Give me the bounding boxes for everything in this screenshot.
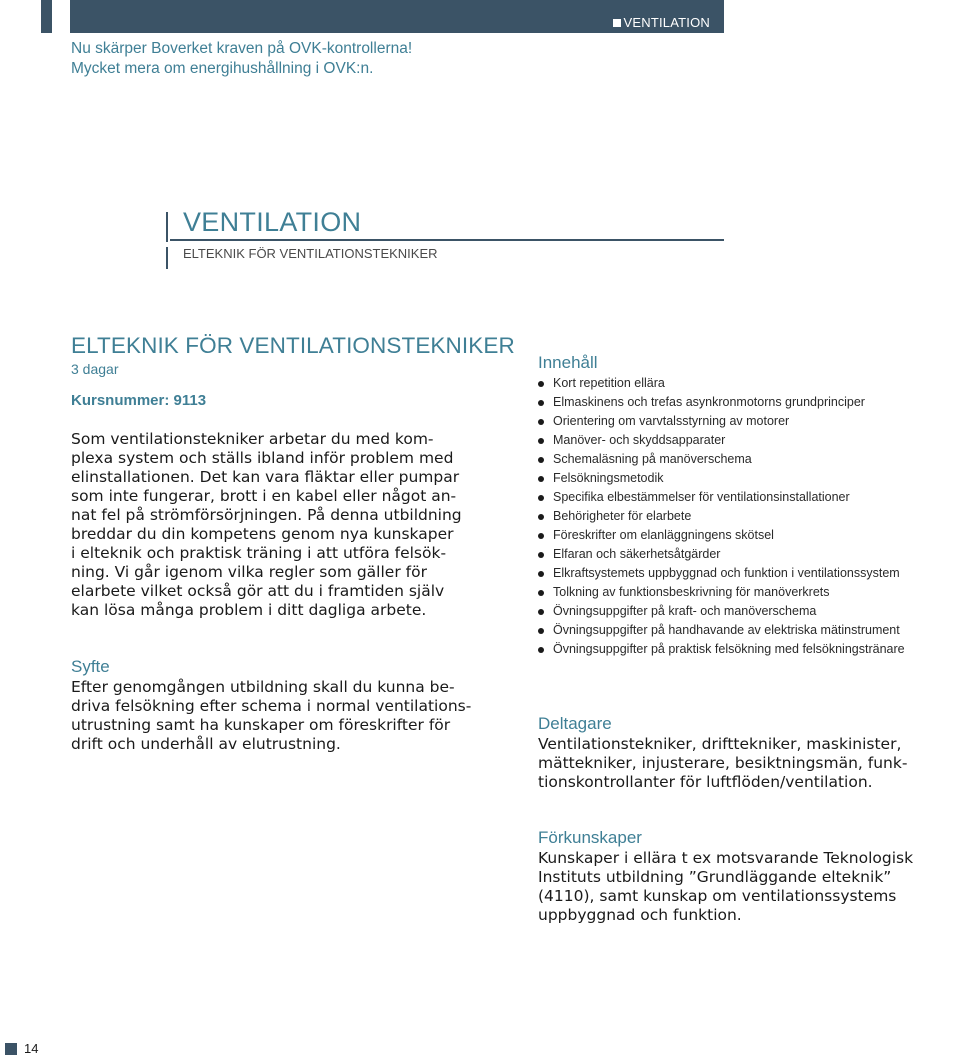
category-subtitle: ELTEKNIK FÖR VENTILATIONSTEKNIKER — [183, 246, 438, 261]
course-intro — [71, 430, 511, 620]
goal-line: utrustning samt ha kunskaper om föreskrifter för — [71, 716, 451, 734]
list-item: Manöver- och skyddsapparater — [538, 431, 905, 450]
course-title: ELTEKNIK FÖR VENTILATIONSTEKNIKER — [71, 333, 515, 358]
intro-line: plexa system och ställs ibland inför problem med — [71, 449, 454, 467]
goal-text — [71, 678, 471, 754]
participants-line: Ventilationstekniker, drifttekniker, maskinister, — [538, 735, 902, 753]
prerequisites-line: Kunskaper i ellära t ex motsvarande Teknologisk — [538, 849, 914, 867]
course-number: Kursnummer: 9113 — [71, 392, 207, 409]
prerequisites-line: Instituts utbildning ”Grundläggande elteknik” — [538, 868, 892, 886]
participants-line: tionskontrollanter för luftflöden/ventilation. — [538, 773, 873, 791]
intro-line: kan lösa många problem i ditt dagliga arbete. — [71, 601, 427, 619]
participants-heading: Deltagare — [538, 714, 612, 733]
contents-list — [538, 374, 905, 659]
promo-line: Nu skärper Boverket kraven på OVK-kontrollerna! — [71, 40, 413, 57]
list-item: Övningsuppgifter på praktisk felsökning med felsökningstränare — [538, 640, 905, 659]
course-duration: 3 dagar — [71, 361, 119, 377]
prerequisites-line: uppbyggnad och funktion. — [538, 906, 742, 924]
prerequisites-text — [538, 849, 913, 925]
promo-text — [71, 39, 412, 79]
list-item: Elfaran och säkerhetsåtgärder — [538, 545, 905, 564]
list-item: Elmaskinens och trefas asynkronmotorns grundprinciper — [538, 393, 905, 412]
list-item: Schemaläsning på manöverschema — [538, 450, 905, 469]
intro-line: nat fel på strömförsörjningen. På denna utbildning — [71, 506, 462, 524]
list-item: Tolkning av funktionsbeskrivning för manöverkrets — [538, 583, 905, 602]
intro-line: breddar du din kompetens genom nya kunskaper — [71, 525, 454, 543]
list-item: Behörigheter för elarbete — [538, 507, 905, 526]
list-item: Specifika elbestämmelser för ventilationsinstallationer — [538, 488, 905, 507]
participants-line: mättekniker, injusterare, besiktningsmän, funk- — [538, 754, 908, 772]
intro-line: elarbete vilket också gör att du i framtiden själv — [71, 582, 445, 600]
intro-line: elinstallationen. Det kan vara fläktar eller pumpar — [71, 468, 460, 486]
list-item: Felsökningsmetodik — [538, 469, 905, 488]
header-bar — [70, 0, 724, 33]
intro-line: ning. Vi går igenom vilka regler som gäller för — [71, 563, 427, 581]
page-marker — [5, 1043, 17, 1055]
section-label-text: VENTILATION — [623, 15, 710, 30]
divider-vertical — [166, 212, 168, 242]
prerequisites-line: (4110), samt kunskap om ventilationssystems — [538, 887, 897, 905]
contents-heading: Innehåll — [538, 353, 598, 372]
prerequisites-heading: Förkunskaper — [538, 828, 642, 847]
list-item: Kort repetition ellära — [538, 374, 905, 393]
goal-line: Efter genomgången utbildning skall du kunna be- — [71, 678, 455, 696]
list-item: Övningsuppgifter på kraft- och manöverschema — [538, 602, 905, 621]
section-label — [613, 15, 710, 30]
list-item: Elkraftsystemets uppbyggnad och funktion i ventilationssystem — [538, 564, 905, 583]
intro-line: i elteknik och praktisk träning i att utföra felsök- — [71, 544, 447, 562]
square-bullet-icon — [613, 19, 621, 27]
list-item: Orientering om varvtalsstyrning av motorer — [538, 412, 905, 431]
list-item: Föreskrifter om elanläggningens skötsel — [538, 526, 905, 545]
goal-line: drift och underhåll av elutrustning. — [71, 735, 341, 753]
list-item: Övningsuppgifter på handhavande av elektriska mätinstrument — [538, 621, 905, 640]
promo-line: Mycket mera om energihushållning i OVK:n. — [71, 60, 374, 77]
divider-vertical — [166, 247, 168, 269]
divider-horizontal — [170, 239, 724, 241]
goal-heading: Syfte — [71, 657, 110, 676]
participants-text — [538, 735, 907, 792]
intro-line: Som ventilationstekniker arbetar du med kom- — [71, 430, 434, 448]
intro-line: som inte fungerar, brott i en kabel eller något an- — [71, 487, 457, 505]
left-tab-marker — [41, 0, 52, 33]
goal-line: driva felsökning efter schema i normal ventilations- — [71, 697, 472, 715]
category-title: VENTILATION — [183, 207, 362, 237]
page-number: 14 — [24, 1041, 39, 1056]
